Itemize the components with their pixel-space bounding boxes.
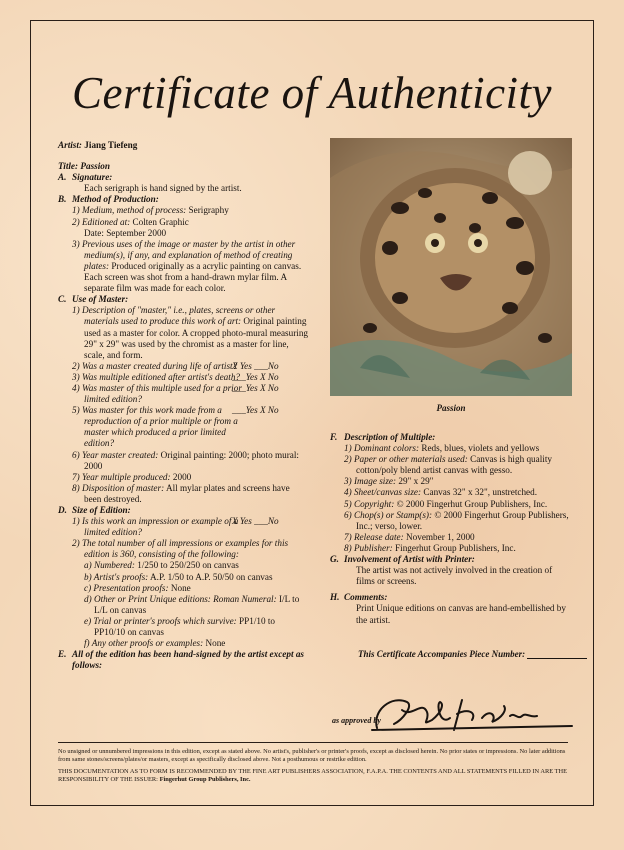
- section-h-heading: H. Comments:: [330, 592, 388, 603]
- other-proofs-line: f) Any other proofs or examples: None: [84, 638, 226, 649]
- section-b-heading: B. Method of Production:: [58, 194, 159, 205]
- total-impressions: 2) The total number of all impressions or examples for this edition is 360, consisting of the following:: [72, 538, 289, 560]
- section-c-heading: C. Use of Master:: [58, 294, 129, 305]
- release-date: 7) Release date: November 1, 2000: [344, 531, 475, 542]
- trial-proofs-line: e) Trial or printer's proofs which survive: PP1/10 to PP10/10 on canvas: [84, 615, 276, 638]
- artwork-image: [330, 138, 572, 396]
- sheet-size: 4) Sheet/canvas size: Canvas 32" x 32", unstretched.: [344, 487, 538, 498]
- copyright: 5) Copyright: © 2000 Fingerhut Group Publishers, Inc.: [344, 498, 548, 509]
- master-prior-edition: 4) Was master of this multiple used for a prior limited edition? ___Yes X No: [72, 382, 279, 405]
- section-g-heading: G. Involvement of Artist with Printer:: [330, 554, 475, 565]
- section-a-heading: A. Signature:: [58, 172, 113, 183]
- title-line: Title: Passion: [58, 161, 110, 172]
- artwork-illustration: [330, 138, 572, 396]
- footer-divider: [58, 742, 568, 743]
- publisher: 8) Publisher: Fingerhut Group Publishers, Inc.: [344, 542, 516, 553]
- image-size: 3) Image size: 29" x 29": [344, 476, 434, 487]
- certificate-title: Certificate of Authenticity: [71, 68, 553, 118]
- piece-number-field: [527, 650, 587, 659]
- previous-uses: 3) Previous uses of the image or master by the artist in other medium(s), if any, and explanation of method of creating plates: Produced originally as a acrylic painting on canvas. Each screen was shot from a hand-drawn mylar film. A separate film was made for each color.: [72, 238, 302, 294]
- print-unique-line: d) Other or Print Unique editions: Roman Numeral: I/L to L/L on canvas: [84, 593, 300, 615]
- piece-number-line: This Certificate Accompanies Piece Number:: [358, 649, 588, 659]
- master-created-life: 2) Was a master created during life of artist? X Yes ___No: [72, 360, 279, 371]
- chops-stamps: 6) Chop(s) or Stamp(s): © 2000 Fingerhut Group Publishers, Inc.; verso, lower.: [344, 509, 569, 531]
- footer-text: No unsigned or unnumbered impressions in this edition, except as stated above. No artist's, publisher's or printer's proofs, except as disclosed herein. No prior states or impressions. No later additions from same stones/screens/plates/or masters, except as specifically disclosed above. Not a posthumous or restrike edition. THIS DOCUMENTATION AS TO FORM IS RECOMMENDED BY THE FINE ART PUBLISHERS ASSOCIATION, F.A.P.A. THE CONTENTS AND ALL STATEMENTS FILLED IN ARE THE RESPONSIBILITY OF THE ISSUER: Fingerhut Group Publishers, Inc.: [58, 748, 568, 784]
- year-master-created: 6) Year master created: Original painting: 2000; photo mural: 2000: [72, 449, 299, 471]
- artwork-caption: Passion: [436, 403, 466, 413]
- master-from-reproduction: 5) Was master for this work made from a reproduction of a prior multiple or from a master which produced a prior limited edition? ___Yes X No: [72, 405, 279, 449]
- year-multiple-produced: 7) Year multiple produced: 2000: [72, 471, 192, 482]
- signature-text: Each serigraph is hand signed by the artist.: [84, 183, 242, 194]
- artist-involvement: The artist was not actively involved in the creation of films or screens.: [356, 565, 553, 587]
- dominant-colors: 1) Dominant colors: Reds, blues, violets and yellows: [344, 443, 540, 454]
- master-description: 1) Description of "master," i.e., plates, screens or other materials used to produce this work of art: Original painting used as a master for color. A cropped photo-mural measuring 29" x 29" was used by the chromist as a master for line, scale, and form.: [72, 305, 309, 360]
- editioned-at-line: 2) Editioned at: Colten Graphic: [72, 216, 189, 227]
- section-d-heading: D. Size of Edition:: [58, 505, 131, 515]
- artist-line: Artist: Jiang Tiefeng: [58, 140, 138, 150]
- presentation-proofs-line: c) Presentation proofs: None: [84, 582, 191, 593]
- left-column: [58, 140, 308, 671]
- editioned-after-death: 3) Was multiple editioned after artist's death? ___Yes X No: [72, 371, 279, 382]
- comments-text: Print Unique editions on canvas are hand-embellished by the artist.: [356, 603, 566, 625]
- edition-date: Date: September 2000: [84, 227, 167, 238]
- paper-materials: 2) Paper or other materials used: Canvas is high quality cotton/poly blend artist canvas with gesso.: [344, 454, 552, 476]
- section-e-heading: E. All of the edition has been hand-signed by the artist except as follows:: [58, 649, 304, 671]
- disposition-of-master: 8) Disposition of master: All mylar plates and screens have been destroyed.: [72, 482, 290, 504]
- medium-line: 1) Medium, method of process: Serigraphy: [72, 205, 229, 216]
- artists-proofs-line: b) Artist's proofs: A.P. 1/50 to A.P. 50/50 on canvas: [84, 571, 273, 582]
- signature-mark: [332, 690, 582, 740]
- section-f-heading: F. Description of Multiple:: [330, 432, 436, 442]
- right-column: [330, 432, 570, 626]
- approval-signature: as approved by: [332, 690, 582, 740]
- numbered-line: a) Numbered: 1/250 to 250/250 on canvas: [84, 560, 239, 571]
- limited-edition-question: 1) Is this work an impression or example of a limited edition? X Yes ___No: [72, 516, 279, 538]
